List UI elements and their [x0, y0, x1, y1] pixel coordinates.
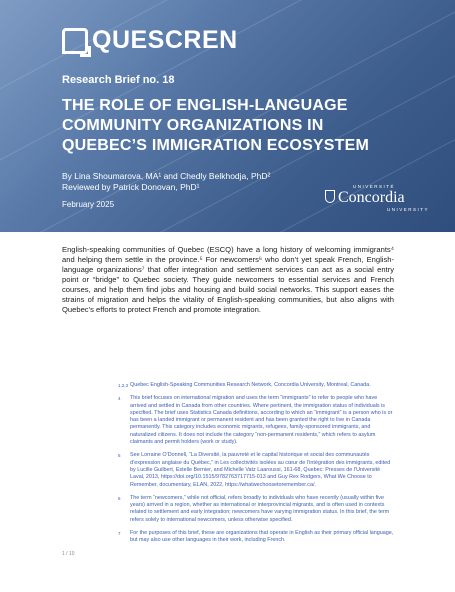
footnote — [118, 395, 394, 446]
quescren-logo — [62, 26, 238, 55]
logo-text-name: Concordia — [338, 189, 405, 206]
intro-paragraph: English-speaking communities of Quebec (ESCQ) have a long history of welcoming immigrants⁴ and helping them settle in the province.⁵ For newcomers⁶ who don’t yet speak French, English-language organizations⁷ that offer integration and settlement services can act as a social entry point or “bridge” to Quebec society. They guide newcomers to essential services and French courses, and help them find jobs and housing and build social networks. This support eases the strains of migration and helps the vitality of English-speaking communities, but also aligns with Quebec’s efforts to protect French and promote integration. — [62, 245, 394, 314]
publication-date: February 2025 — [62, 200, 115, 209]
title-line: THE ROLE OF ENGLISH-LANGUAGE — [62, 97, 348, 114]
logo-text-top: UNIVERSITÉ — [353, 184, 396, 189]
reviewer-line: Reviewed by Patrick Donovan, PhD¹ — [62, 182, 200, 192]
quescren-logo-text: QUESCREN — [92, 26, 238, 54]
footnote-number: 5 — [118, 453, 121, 459]
footnote-text: Quebec English-Speaking Communities Research Network, Concordia University, Montreal, Canada. — [130, 382, 371, 388]
quescren-logo-mark-icon — [62, 28, 88, 54]
footnote — [118, 452, 394, 488]
title-line: QUEBEC’S IMMIGRATION ECOSYSTEM — [62, 137, 370, 154]
footnote — [118, 495, 394, 524]
document-title — [62, 96, 422, 156]
footnote-number: 7 — [118, 531, 121, 537]
footnote — [118, 530, 394, 545]
footnote-text: This brief focuses on international migration and uses the term “immigrants” to refer to people who have arrived and settled in Canada from other countries. Where pertinent, the immigration status of individuals is specified. The brief uses Statistics Canada definitions, according to which an “immigrant” is a person who is or has been a landed immigrant or permanent resident and has been granted the right to live in Canada permanently. This category includes economic migrants, refugees, family-sponsored immigrants, and naturalized citizens. It does not include the category “non-permanent residents,” which refers to asylum claimants and permit holders (work or study). — [130, 395, 393, 446]
brief-number: Research Brief no. 18 — [62, 74, 175, 86]
page-number: 1 / 10 — [62, 551, 75, 557]
footnote — [118, 382, 394, 389]
footnote-number: 6 — [118, 495, 121, 501]
footnote-number: 4 — [118, 396, 121, 402]
footnotes — [118, 382, 394, 551]
footnote-text: See Lorraine O’Donnell, “La Diversité, la pauvreté et le capital historique et social des communautés d’expression anglaise du Québec,” in Les collectivités isolées au cœur de l’intégration des immigrants, edited by Lucille Guilbert, Estelle Bernier, and Michelle Vatz Laaroussi, 161-68, Quebec: Presses de l’Université Laval, 2013, https://doi.org/10.1515/9782763717715-013 and Guy Rex Rodgers, What We Choose to Remember, documentary, ELAN, 2022, https://whatwechoosetoremember.ca/. — [130, 452, 391, 488]
title-line: COMMUNITY ORGANIZATIONS IN — [62, 117, 324, 134]
concordia-crest-icon — [325, 190, 335, 203]
logo-text-bottom: UNIVERSITY — [387, 207, 430, 212]
footnote-text: The term “newcomers,” while not official, refers broadly to individuals who have recently (usually within five years) arrived in a region, whether as international or interprovincial migrants, and is often used in contexts related to settlement and early integration; newcomers have varying immigration status. In this brief, the term refers solely to international newcomers, unless otherwise specified. — [130, 494, 390, 523]
authors-line: By Lina Shoumarova, MA¹ and Chedly Belkhodja, PhD² — [62, 171, 271, 181]
footnote-text: For the purposes of this brief, these are organizations that operate in English as their primary official language, but may also use other languages in their work, including French. — [130, 530, 394, 544]
header-banner — [0, 0, 455, 232]
footnote-number: 1,2,3 — [118, 383, 129, 388]
